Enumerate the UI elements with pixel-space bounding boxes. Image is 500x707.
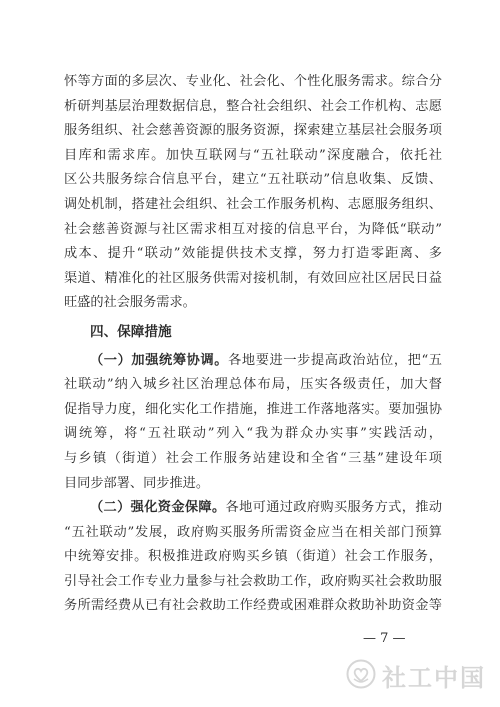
paragraph-first-line: [64, 349, 442, 374]
paragraph-line: 目库和需求库。加快互联网与“五社联动”深度融合，依托社: [64, 147, 442, 163]
subsection-title: （一）加强统筹协调。: [90, 352, 229, 368]
heart-hands-logo-icon: [346, 659, 376, 693]
paragraph-line: 调处机制，搭建社会组织、社会工作服务机构、志愿服务组织、: [64, 196, 442, 212]
watermark: [346, 658, 486, 693]
paragraph-line: 中统筹安排。积极推进政府购买乡镇（街道）社会工作服务，: [64, 549, 442, 565]
paragraph-text: 各地可通过政府购买服务方式，推动: [225, 500, 442, 516]
paragraph-line: 成本、提升“联动”效能提供技术支撑，努力打造零距离、多: [64, 246, 442, 262]
subsection-title: （二）强化资金保障。: [90, 500, 226, 516]
paragraph-line: 社会慈善资源与社区需求相互对接的信息平台，为降低“联动”: [64, 221, 442, 237]
section-heading: 四、保障措施: [90, 323, 172, 340]
paragraph-line: 目同步部署、同步推进。: [64, 475, 210, 491]
paragraph-coordination: [64, 349, 442, 497]
paragraph-funding: [64, 496, 442, 619]
paragraph-line: 析研判基层治理数据信息，整合社会组织、社会工作机构、志愿: [64, 98, 442, 114]
paragraph-line: 旺盛的社会服务需求。: [64, 295, 196, 311]
document-page: [64, 70, 442, 619]
paragraph-line: 务所需经费从已有社会救助工作经费或困难群众救助补助资金等: [64, 598, 442, 614]
page-number: — 7 —: [363, 631, 406, 646]
paragraph-service-platform: [64, 70, 442, 316]
paragraph-line: 调统筹，将“五社联动”列入“我为群众办实事”实践活动，: [64, 426, 442, 442]
paragraph-line: 引导社会工作专业力量参与社会救助工作，政府购买社会救助服: [64, 573, 442, 589]
paragraph-line: 区公共服务综合信息平台，建立“五社联动”信息收集、反馈、: [64, 172, 442, 188]
paragraph-text: 各地要进一步提高政治站位，把“五: [228, 352, 442, 368]
watermark-text: 社工中国: [382, 664, 486, 692]
paragraph-line: 渠道、精准化的社区服务供需对接机制，有效回应社区居民日益: [64, 270, 442, 286]
paragraph-line: 促指导力度，细化实化工作措施，推进工作落地落实。要加强协: [64, 401, 442, 417]
paragraph-line: “五社联动”发展，政府购买服务所需资金应当在相关部门预算: [64, 524, 442, 540]
paragraph-line: 社联动”纳入城乡社区治理总体布局，压实各级责任，加大督: [64, 377, 442, 393]
paragraph-line: 怀等方面的多层次、专业化、社会化、个性化服务需求。综合分: [64, 74, 442, 89]
paragraph-first-line: [64, 496, 442, 521]
paragraph-line: 与乡镇（街道）社会工作服务站建设和全省“三基”建设年项: [64, 450, 442, 466]
paragraph-line: 服务组织、社会慈善资源的服务资源，探索建立基层社会服务项: [64, 123, 442, 139]
